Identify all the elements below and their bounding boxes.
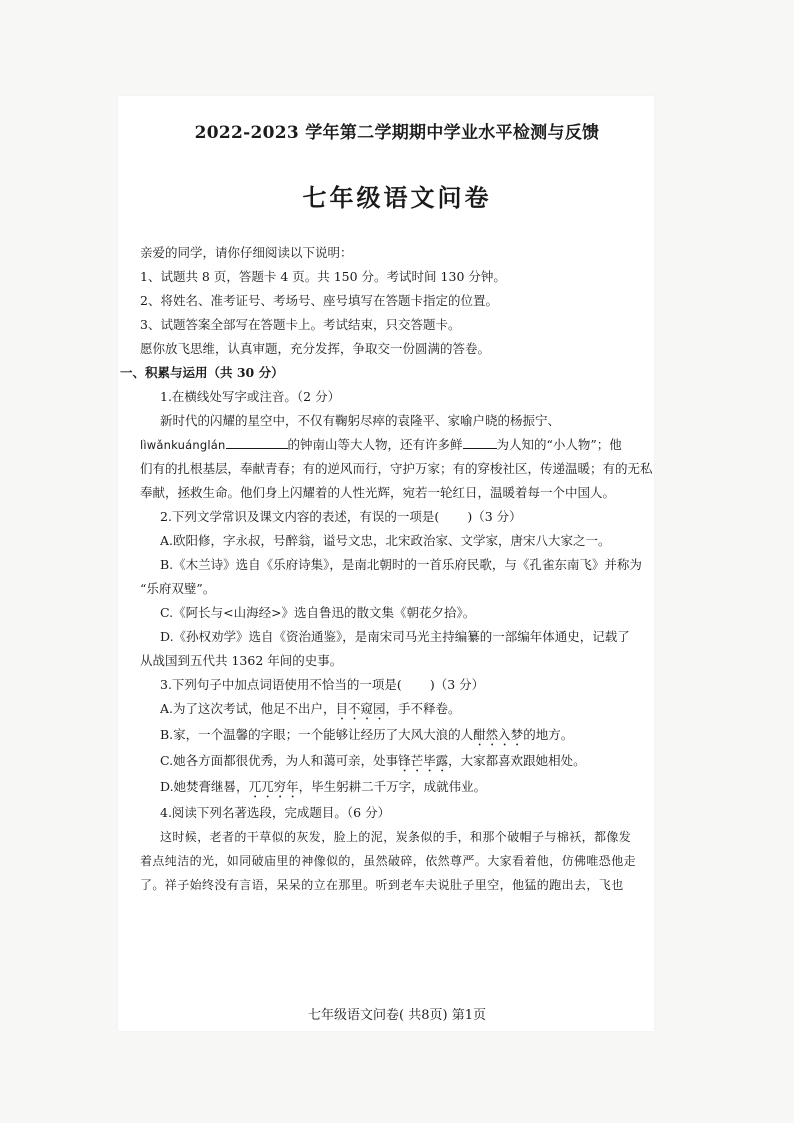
question-1-prompt: 1.在横线处写字或注音。（2 分） — [160, 389, 341, 404]
option-text: A.为了这次考试，他足不出户， — [160, 701, 336, 716]
prompt-score: )（3 分） — [467, 509, 522, 524]
question-1-line: 新时代的闪耀的星空中，不仅有鞠躬尽瘁的袁隆平、家喻户晓的杨振宁、 — [160, 413, 561, 428]
passage-line: 了。祥子始终没有言语，呆呆的立在那里。听到老车夫说肚子里空，他猛的跑出去，飞也 — [140, 878, 624, 892]
instruction-item: 2、将姓名、准考证号、考场号、座号填写在答题卡指定的位置。 — [140, 293, 498, 308]
exam-content — [120, 241, 660, 897]
option-text: ，大家都喜欢跟她相处。 — [448, 753, 586, 768]
option-b: B.《木兰诗》选自《乐府诗集》，是南北朝时的一首乐府民歌，与《孔雀东南飞》并称为 — [160, 557, 642, 572]
exam-title: 2022-2023 学年第二学期期中学业水平检测与反馈 — [194, 123, 600, 143]
question-3-prompt — [140, 673, 660, 697]
exam-subtitle: 七年级语文问卷 — [302, 183, 492, 212]
dotted-phrase: 目不窥园 — [335, 701, 386, 716]
prompt-text: 3.下列句子中加点词语使用不恰当的一项是( — [160, 677, 402, 692]
option-text: B.家，一个温馨的字眼；一个能够让经历了大风大浪的人 — [160, 727, 474, 742]
question-1-line: 奉献，拯救生命。他们身上闪耀着的人性光辉，宛若一轮红日，温暖着每一个中国人。 — [140, 485, 616, 500]
answer-blank[interactable] — [463, 435, 497, 449]
answer-blank[interactable] — [226, 435, 288, 449]
prompt-score: )（3 分） — [429, 677, 485, 692]
instructions-wish: 愿你放飞思维，认真审题，充分发挥，争取交一份圆满的答卷。 — [140, 341, 491, 356]
option-text: ，手不释卷。 — [385, 701, 461, 716]
option-d: D.《孙权劝学》选自《资治通鉴》，是南宋司马光主持编纂的一部编年体通史，记载了 — [160, 629, 630, 644]
option-c — [140, 749, 660, 775]
option-text: 的地方。 — [523, 727, 574, 742]
option-text: C.她各方面都很优秀，为人和蔼可亲，处事 — [160, 753, 399, 768]
question-2-prompt — [140, 505, 660, 529]
dotted-phrase: 锋芒毕露 — [398, 753, 449, 768]
option-c: C.《阿长与<山海经>》选自鲁迅的散文集《朝花夕拾》。 — [160, 605, 476, 620]
option-d-cont: 从战国到五代共 1362 年间的史事。 — [140, 653, 343, 668]
question-1-text: 的钟南山等大人物，还有许多鲜 — [287, 437, 463, 452]
question-1-text: 为人知的“小人物”；他 — [496, 437, 622, 452]
question-4-prompt: 4.阅读下列名著选段，完成题目。（6 分） — [160, 805, 391, 820]
prompt-text: 2.下列文学常识及课文内容的表述，有误的一项是( — [160, 509, 440, 524]
option-b — [140, 723, 660, 749]
instruction-item: 3、试题答案全部写在答题卡上。考试结束，只交答题卡。 — [140, 317, 461, 332]
option-b-cont: “乐府双璧”。 — [140, 581, 216, 596]
option-a — [140, 697, 660, 723]
passage-line: 着点纯洁的光，如同破庙里的神像似的，虽然破碎，依然尊严。大家看着他，仿佛唯恐他走 — [140, 854, 637, 868]
page-footer: 七年级语文问卷( 共8页) 第1页 — [308, 1008, 486, 1023]
dotted-phrase: 酣然入梦 — [473, 727, 524, 742]
option-d — [140, 775, 660, 801]
option-text: D.她焚膏继晷， — [160, 779, 249, 794]
instructions-greeting: 亲爱的同学，请你仔细阅读以下说明： — [140, 245, 353, 260]
option-a: A.欧阳修，字永叔，号醉翁，谥号文忠，北宋政治家、文学家，唐宋八大家之一。 — [160, 533, 611, 548]
question-1-line — [140, 433, 660, 457]
passage-line: 这时候，老者的干草似的灰发，脸上的泥，炭条似的手，和那个破帽子与棉袄，都像发 — [160, 830, 632, 844]
option-text: ，毕生躬耕二千万字，成就伟业。 — [298, 779, 487, 794]
dotted-phrase: 兀兀穷年 — [248, 779, 299, 794]
pinyin-text: lìwǎnkuánglán — [140, 438, 226, 452]
question-1-line: 们有的扎根基层，奉献青春；有的逆风而行，守护万家；有的穿梭社区，传递温暖；有的无私 — [140, 461, 653, 476]
instruction-item: 1、试题共 8 页，答题卡 4 页。共 150 分。考试时间 130 分钟。 — [140, 269, 506, 284]
section-heading: 一、积累与运用（共 30 分） — [120, 365, 284, 380]
